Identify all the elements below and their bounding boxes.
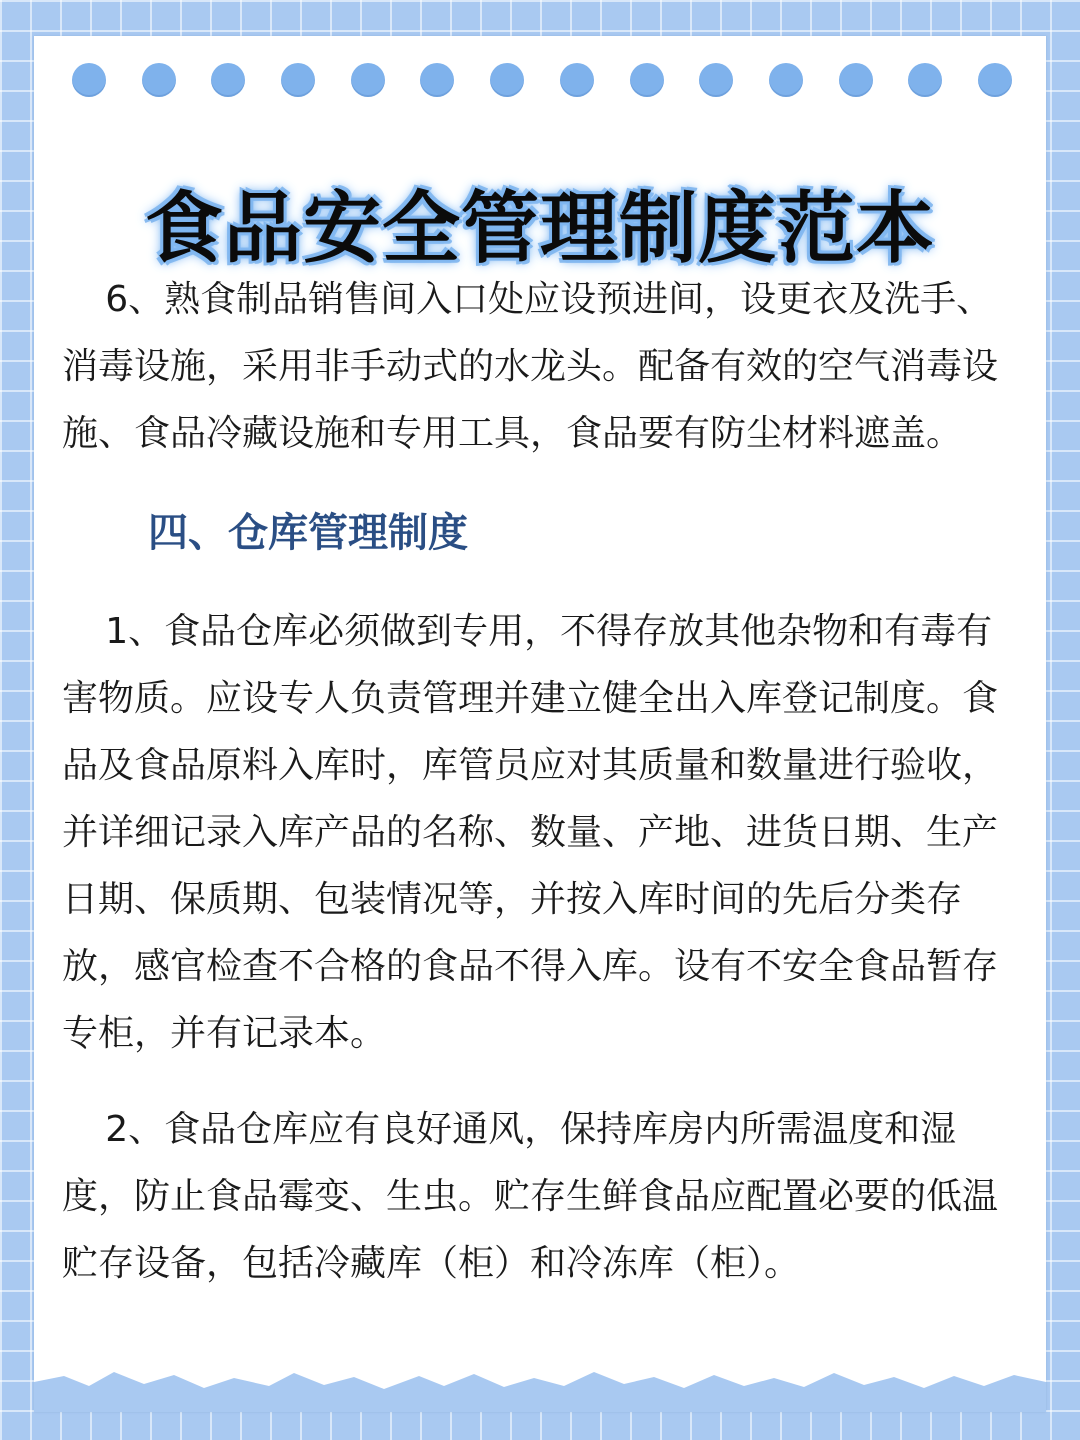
binder-hole [630, 63, 664, 97]
binder-hole [420, 63, 454, 97]
binder-hole [699, 63, 733, 97]
paper-sheet [34, 36, 1046, 1412]
binder-hole [908, 63, 942, 97]
page-title: 食品安全管理制度范本 [144, 184, 935, 275]
binder-hole [560, 63, 594, 97]
binder-hole [281, 63, 315, 97]
binder-hole [72, 63, 106, 97]
binder-hole [769, 63, 803, 97]
binder-holes [72, 60, 1012, 100]
binder-hole [978, 63, 1012, 97]
paragraph-item-1: 1、食品仓库必须做到专用，不得存放其他杂物和有毒有害物质。应设专人负责管理并建立健全出入库登记制度。食品及食品原料入库时，库管员应对其质量和数量进行验收，并详细记录入库产品的名称、数量、产地、进货日期、生产日期、保质期、包装情况等，并按入库时间的先后分类存放，感官检查不合格的食品不得入库。设有不安全食品暂存专柜，并有记录本。 [62, 611, 999, 1054]
paragraph-item-2: 2、食品仓库应有良好通风，保持库房内所需温度和湿度，防止食品霉变、生虫。贮存生鲜食品应配置必要的低温贮存设备，包括冷藏库（柜）和冷冻库（柜）。 [62, 1109, 999, 1284]
section-heading: 四、仓库管理制度 [148, 510, 468, 556]
binder-hole [839, 63, 873, 97]
binder-hole [142, 63, 176, 97]
torn-paper-edge [34, 1342, 1046, 1412]
binder-hole [351, 63, 385, 97]
binder-hole [211, 63, 245, 97]
paragraph-item-6: 6、熟食制品销售间入口处应设预进间，设更衣及洗手、消毒设施，采用非手动式的水龙头。配备有效的空气消毒设施、食品冷藏设施和专用工具，食品要有防尘材料遮盖。 [62, 279, 999, 454]
binder-hole [490, 63, 524, 97]
